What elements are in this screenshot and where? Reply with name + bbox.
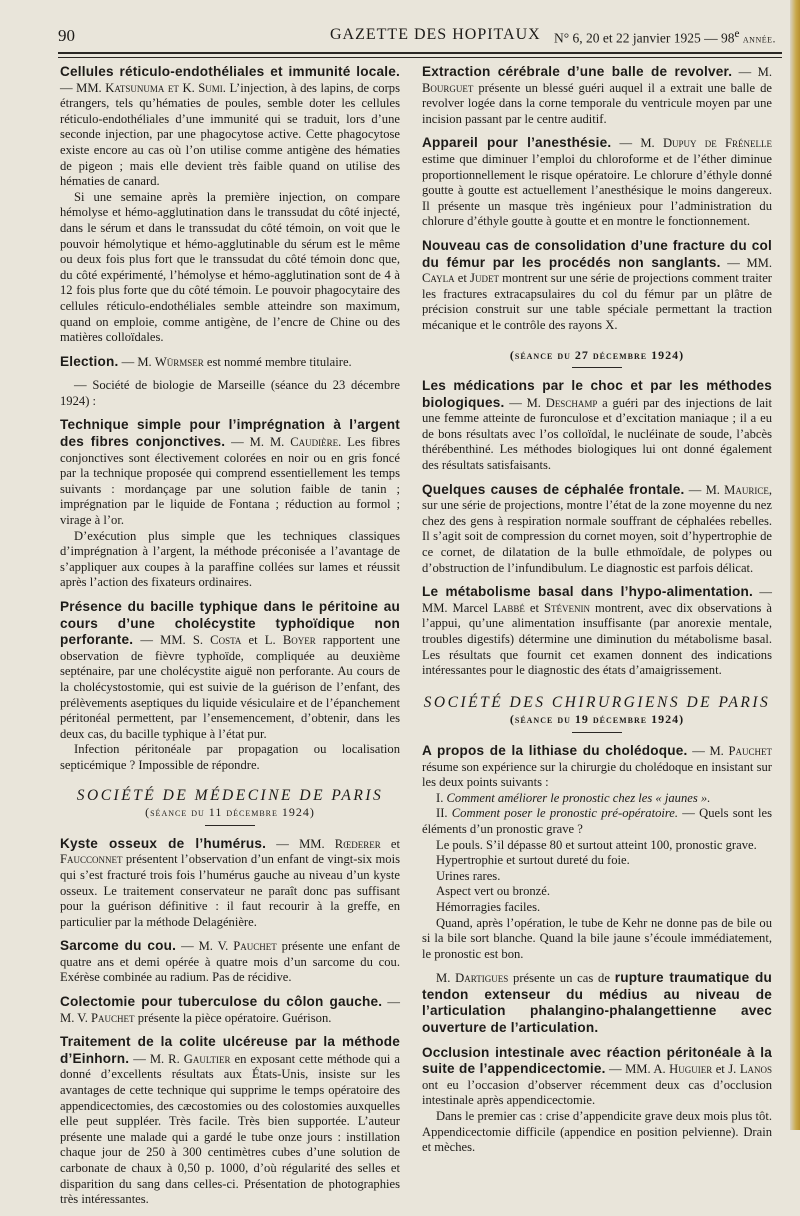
- article-anesthesia-device: Appareil pour l’anesthésie. — M. Dupuy de Frénelle estime que diminuer l’emploi du chloroforme et de l’éther diminue proportionnellement le risque opératoire. Le chlorure d’éthyle donné goutte à goutte est actuellement l’anesthésique le moins dangereux. Il présente un masque très ingénieux pour l’administration du chlorure d’éthyle goutte à goutte et en montre le fonctionnement.: [422, 135, 773, 229]
- article-neck-sarcoma: Sarcome du cou. — M. V. Pauchet présente une enfant de quatre ans et demi opérée à quatre mois d’un sarcome du cou. Exérèse combinée au radium. Pas de récidive.: [60, 938, 400, 985]
- issue-info: N° 6, 20 et 22 janvier 1925 — 98e année.: [554, 28, 776, 46]
- author: Rœderer: [334, 836, 381, 851]
- article-colectomy: Colectomie pour tuberculose du côlon gauche. — M. V. Pauchet présente la pièce opératoire. Guérison.: [60, 994, 400, 1025]
- session-date: (séance du 27 décembre 1924): [509, 347, 685, 362]
- article-bone-cyst: Kyste osseux de l’humérus. — MM. Rœderer et Faucconnet présentent l’observation d’un enfant de vingt-six mois qui s’est fracturé trois fois l’humérus gauche au niveau d’un kyste osseux. Le traitement conservateur ne paraît donc pas suffisant pour la guérison définitive : il faut recourir à la greffe, en particulier par la méthode Delagénière.: [60, 835, 400, 929]
- header-rule-thin: [58, 57, 782, 58]
- author: Boyer: [282, 633, 316, 648]
- author: Dartigues: [455, 971, 509, 986]
- article-title: Kyste osseux de l’humérus.: [60, 835, 267, 851]
- article-title: Sarcome du cou.: [60, 938, 177, 954]
- article-basal-metabolism: Le métabolisme basal dans l’hypo-alimentation. — MM. Marcel Labbé et Stévenin montrent, avec dix observations à l’appui, qu’une alimentation insuffisante (par anorexie mentale, troubles digestifs) détermine une diminution du métabolisme basal. Les résultats que fournit cet examen donnent des indications intéressantes pour le diagnostic des états d’amaigrissement.: [422, 584, 773, 678]
- author: Costa: [210, 633, 242, 648]
- article-bullet-extraction: Extraction cérébrale d’une balle de revolver. — M. Bourguet présente un blessé guéri auquel il a extrait une balle de revolver logée dans la corne temporale du ventricule moyen par une incision passant par le centre auditif.: [422, 64, 772, 126]
- article-femur-fracture: Nouveau cas de consolidation d’une fracture du col du fémur par les procédés non sanglants. — MM. Cayla et Judet montrent sur une série de projections comment traiter les fractures extracapsulaires du col du fémur par un plâtre de précision construit sur une table spéciale permettant la traction mécanique et le contrôle des rayons X.: [422, 237, 773, 332]
- article-silver-impregnation: Technique simple pour l’imprégnation à l’argent des fibres conjonctives. — M. M. Caudière. Les fibres conjonctives sont électivement colorées en noir ou en gris foncé par la technique proposée qui comprend essentiellement les temps suivants : mordançage par une solution faible de tanin ; imprégnation par le liquide de Fontana ; réduction au formol ; virage à l’or. D’exécution plus simple que les techniques classiques d’imprégnation à l’argent, la méthode préconisée a l’avantage de s’appliquer aux coupes à la paraffine collées sur lames et réussit après l’action des fixateurs ordinaires.: [60, 417, 400, 590]
- author: Lanos: [739, 1062, 773, 1077]
- author: Pauchet: [233, 939, 277, 954]
- article-intestinal-occlusion: Occlusion intestinale avec réaction péritonéale à la suite de l’appendicectomie. — MM. A. Huguier et J. Lanos ont eu l’occasion d’observer récemment deux cas d’occlusion intestinale après appendicectomie. Dans le premier cas : crise d’appendicite grave deux mois plus tôt. Appendicectomie difficile (appendice en position pelvienne). Drain et mèches.: [422, 1044, 773, 1155]
- left-column: [60, 64, 400, 1216]
- article-title: A propos de la lithiase du cholédoque.: [422, 742, 688, 758]
- author: Bourguet: [422, 80, 474, 95]
- article-title: Cellules réticulo-endothéliales et immunité locale.: [60, 64, 400, 79]
- paragraph: Si une semaine après la première injection, on compare hémolyse et hémo-agglutination dans le transsudat du côté injecté, dans le sérum et dans le transsudat du côté témoin, on voit que le pouvoir hémolytique et hémo-agglutinable du sérum est le même ou deux fois plus fort que le transsudat du côté témoin donc que, du côté expérimenté, l’hémolyse et hémo-agglutination sont de 4 à 12 fois plus forte que du côté témoin. Le pouvoir phagocytaire des cellules réticulo-endothéliales semble atteindre son maximum, quand on emploie, comme antigène, de l’encre de Chine ou des matières colloïdales.: [60, 189, 400, 345]
- author: Katsunuma et K. Sumi: [105, 80, 223, 95]
- article-shock-medications: Les médications par le choc et par les méthodes biologiques. — M. Deschamp a guéri par des injections de lait une femme atteinte de furonculose et d’excitation maniaque ; il a eu de bons résultats avec l’os colloïdal, le nucléinate de soude, l’abcès thérébenthiné. Les méthodes biologiques lui ont donné également des résultats satisfaisants.: [422, 378, 772, 473]
- article-reticulo-endothelial: Cellules réticulo-endothéliales et immunité locale. — MM. Katsunuma et K. Sumi. L’injection, à des lapins, de corps étrangers, tels qu’hématies de poules, semble doter les cellules réticulo-endothéliales d’une immunité qui se traduit, lors d’une seconde injection, par une phagocytose active. Cette phagocytose existe encore au cas où l’on utilise comme antigène des hématies de pigeon ; mais elle devient très faible quand on utilise des hématies de canard. Si une semaine après la première injection, on compare hémolyse et hémo-agglutination dans le transsudat du côté injecté, dans le sérum et dans le transsudat du côté témoin, on voit que le pouvoir hémolytique et hémo-agglutinable du sérum est le même ou deux fois plus fort que le transsudat du côté témoin donc que, du côté expérimenté, l’hémolyse et hémo-agglutination sont de 4 à 12 fois plus forte que du côté témoin. Le pouvoir phagocytaire des cellules réticulo-endothéliales semble atteindre son maximum, quand on emploie, comme antigène, de l’encre de Chine ou des matières colloïdales.: [60, 64, 400, 345]
- author: Judet: [470, 271, 499, 286]
- article-ulcerative-colitis: Traitement de la colite ulcéreuse par la méthode d’Einhorn. — M. R. Gaultier en exposant cette méthode qui a donné d’excellents résultats aux États-Unis, insiste sur les avantages de cette technique qui supprime le temps opératoire des appendicectomies, des cæcostomies ou des colostomies auxquelles elle peut suppléer. Très facile. Très bien supportée. L’auteur présente une malade qui a gardé le tube onze jours : instillation chaque jour de 250 à 300 centimètres cubes d’une solution de carbonate de chaux à 0,50 p. 1000, d’où régularité des selles et disparition du sang dans celles-ci. Présentation de photographies très intéressantes.: [60, 1034, 400, 1207]
- author: Huguier: [669, 1062, 713, 1077]
- author: Labbé: [493, 600, 525, 615]
- running-header: [58, 24, 776, 48]
- author: Dupuy de Frénelle: [662, 136, 773, 151]
- header-rule: [58, 52, 782, 54]
- article-title: Colectomie pour tuberculose du côlon gauche.: [60, 994, 383, 1010]
- article-title: Extraction cérébrale d’une balle de revolver.: [422, 64, 733, 79]
- paragraph: Infection péritonéale par propagation ou localisation septicémique ? Impossible de répondre.: [60, 742, 400, 772]
- author: Maurice: [724, 482, 769, 497]
- article-choledocus-lithiasis: A propos de la lithiase du cholédoque. — M. Pauchet résume son expérience sur la chirurgie du cholédoque en insistant sur les deux points suivants : I. Comment améliorer le pronostic chez les « jaunes ». II. Comment poser le pronostic pré-opératoire. — Quels sont les éléments d’un pronostic grave ? Le pouls. S’il dépasse 80 et surtout atteint 100, pronostic grave. Hypertrophie et surtout dureté du foie. Urines rares. Aspect vert ou bronzé. Hémorragies faciles. Quand, après l’opération, le tube de Kehr ne donne pas de bile ou si la bile sort blanche. Quand la bile jaune s’écoule immédiatement, le pronostic est bon.: [422, 742, 772, 961]
- divider: [572, 732, 622, 733]
- article-title: Nouveau cas de consolidation d’une fracture du col du fémur par les procédés non sanglants.: [422, 237, 772, 270]
- article-title: Quelques causes de céphalée frontale.: [422, 481, 685, 497]
- article-title: Technique simple pour l’imprégnation à l’argent des fibres conjonctives.: [60, 417, 400, 450]
- page-edge: [790, 0, 800, 1130]
- article-title: Le métabolisme basal dans l’hypo-alimentation.: [422, 584, 754, 600]
- divider: [205, 825, 255, 826]
- session-date: (séance du 11 décembre 1924): [145, 805, 315, 820]
- paragraph: Dans le premier cas : crise d’appendicite grave deux mois plus tôt. Appendicectomie difficile (appendice en position pelvienne). Drain et mèches.: [422, 1109, 772, 1155]
- author: Deschamp: [545, 395, 598, 410]
- author: Würmser: [154, 354, 204, 369]
- author: Pauchet: [91, 1010, 135, 1025]
- author: Stévenin: [544, 600, 590, 615]
- article-title: Traitement de la colite ulcéreuse par la méthode d’Einhorn.: [60, 1034, 400, 1066]
- article-title: Présence du bacille typhique dans le péritoine au cours d’une cholécystite typhoïdique non perforante.: [60, 599, 400, 648]
- article-title: Occlusion intestinale avec réaction péritonéale à la suite de l’appendicectomie.: [422, 1044, 772, 1077]
- article-title: Election.: [60, 353, 119, 369]
- article-election: Election. — M. Würmser est nommé membre titulaire.: [60, 353, 352, 369]
- author: Pauchet: [728, 743, 772, 758]
- society-marseille-heading: — Société de biologie de Marseille (séance du 23 décembre 1924) :: [60, 378, 400, 408]
- page-number: 90: [58, 26, 75, 45]
- society-medecine-title: SOCIÉTÉ DE MÉDECINE DE PARIS: [76, 786, 384, 804]
- author: Cayla: [422, 271, 455, 286]
- paragraph: D’exécution plus simple que les techniques classiques d’imprégnation à l’argent, la méthode préconisée a l’avantage de s’appliquer aux coupes à la paraffine collées sur lames et réussit après l’action des fixateurs ordinaires.: [60, 528, 400, 590]
- article-title: Appareil pour l’anesthésie.: [422, 135, 612, 151]
- article-title: Les médications par le choc et par les méthodes biologiques.: [422, 378, 772, 410]
- article-tendon-rupture: M. Dartigues présente un cas de rupture traumatique du tendon extenseur du médius au niveau de l’articulation phalangino-phalangettienne avec ouverture de l’articulation.: [422, 970, 772, 1036]
- author: Faucconnet: [60, 852, 123, 867]
- article-title: rupture traumatique du tendon extenseur du médius au niveau de l’articulation phalangino-phalangettienne avec ouverture de l’articulation.: [422, 970, 772, 1036]
- author: Gaultier: [183, 1051, 231, 1066]
- article-typhoid-bacillus: Présence du bacille typhique dans le péritoine au cours d’une cholécystite typhoïdique non perforante. — MM. S. Costa et L. Boyer rapportent une observation de fièvre typhoïde, compliquée au deuxième septénaire, par une cholécystite aiguë non perforante. Au cours de la cholécystostomie, qui est suivie de la guérison de l’enfant, des prélèvements aseptiques du liquide vésiculaire et de l’épanchement péritonéal permettent, par l’ensemencement, d’obtenir, dans les deux cas, du bacille typhique à l’état pur. Infection péritonéale par propagation ou localisation septicémique ? Impossible de répondre.: [60, 599, 400, 772]
- author: Caudière: [290, 435, 339, 450]
- journal-title: GAZETTE DES HOPITAUX: [330, 26, 541, 43]
- right-column: [422, 64, 772, 1164]
- divider: [572, 367, 622, 368]
- session-date: (séance du 19 décembre 1924): [509, 712, 685, 727]
- society-chirurgiens-title: SOCIÉTÉ DES CHIRURGIENS DE PARIS: [423, 693, 771, 711]
- article-frontal-headache: Quelques causes de céphalée frontale. — M. Maurice, sur une série de projections, montre l’état de la zone moyenne du nez chez des gens à respiration normale souffrant de céphalées rebelles. Il s’agit soit de compression du cornet moyen, soit d’hypertrophie de ce cornet, de dilatation de la bulle ethmoïdale, de polypes ou d’obstruction de l’infundibulum. Le diagnostic est parfois délicat.: [422, 481, 772, 575]
